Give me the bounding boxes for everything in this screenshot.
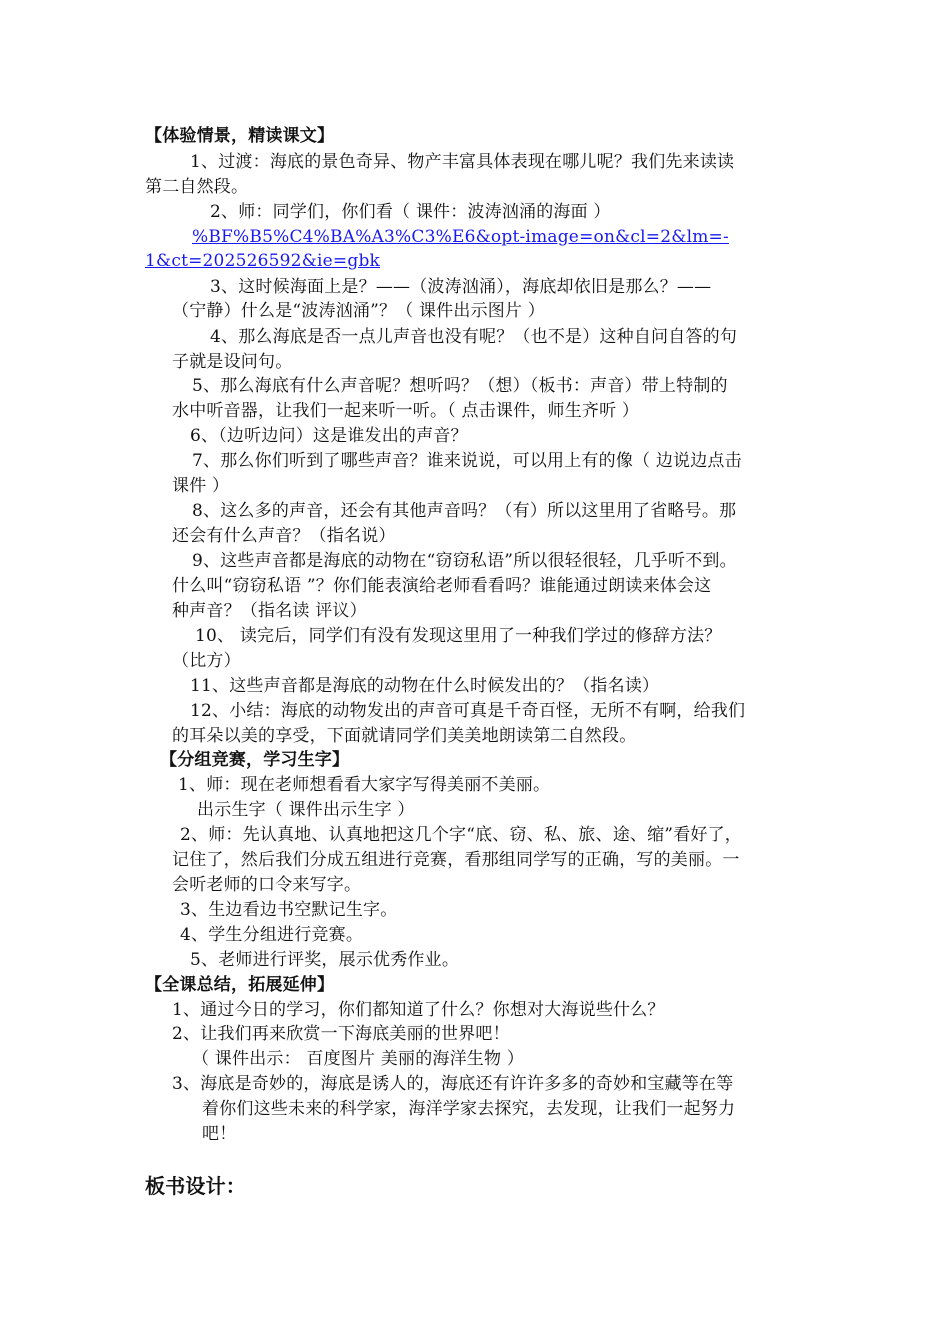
- paragraph-line: （比方）: [172, 651, 241, 671]
- paragraph-line: 课件 ）: [172, 476, 230, 496]
- paragraph-line: 10、 读完后，同学们有没有发现这里用了一种我们学过的修辞方法？: [195, 626, 722, 646]
- paragraph-line: 什么叫“窃窃私语 ”？你们能表演给老师看看吗？谁能通过朗读来体会这: [172, 576, 712, 596]
- paragraph-line: 12、小结：海底的动物发出的声音可真是千奇百怪，无所不有啊，给我们: [190, 701, 746, 721]
- paragraph-line: 4、那么海底是否一点儿声音也没有呢？（也不是）这种自问自答的句: [210, 327, 738, 347]
- paragraph-line: 会听老师的口令来写字。: [172, 875, 362, 895]
- paragraph-line: 7、那么你们听到了哪些声音？谁来说说，可以用上有的像（ 边说边点击: [192, 451, 742, 471]
- paragraph-line: 1、通过今日的学习，你们都知道了什么？你想对大海说些什么？: [172, 1000, 665, 1020]
- paragraph-line: 6、（边听边问）这是谁发出的声音？: [190, 426, 468, 446]
- paragraph-line: 还会有什么声音？（指名说）: [172, 526, 396, 546]
- url-link[interactable]: %BF%B5%C4%BA%A3%C3%E6&opt-image=on&cl=2&lm=-: [192, 227, 729, 247]
- paragraph-line: 种声音？（指名读 评议）: [172, 601, 367, 621]
- paragraph-line: 11、这些声音都是海底的动物在什么时候发出的？（指名读）: [190, 676, 660, 696]
- paragraph-line: 水中听音器，让我们一起来听一听。（ 点击课件，师生齐听 ）: [172, 401, 640, 421]
- paragraph-line: 子就是设问句。: [172, 352, 293, 372]
- paragraph-line: 2、师：先认真地、认真地把这几个字“底、窃、私、旅、途、缩”看好了，: [180, 825, 742, 845]
- paragraph-line: 5、那么海底有什么声音呢？想听吗？（想）（板书：声音）带上特制的: [192, 376, 728, 396]
- paragraph-line: 3、海底是奇妙的，海底是诱人的，海底还有许许多多的奇妙和宝藏等在等: [172, 1074, 734, 1094]
- section-heading-experience: 【体验情景，精读课文】: [145, 126, 335, 146]
- paragraph-line: 吧！: [202, 1124, 237, 1144]
- paragraph-line: 3、这时候海面上是？——（波涛汹涌），海底却依旧是那么？——: [210, 277, 712, 297]
- section-heading-summary: 【全课总结，拓展延伸】: [145, 975, 335, 995]
- paragraph-line: （宁静）什么是“波涛汹涌”？（ 课件出示图片 ）: [172, 301, 545, 321]
- paragraph-line: （ 课件出示： 百度图片 美丽的海洋生物 ）: [192, 1049, 525, 1069]
- paragraph-line: 第二自然段。: [145, 177, 249, 197]
- paragraph-line: 2、让我们再来欣赏一下海底美丽的世界吧！: [172, 1024, 510, 1044]
- paragraph-line: 5、老师进行评奖，展示优秀作业。: [190, 950, 460, 970]
- paragraph-line: 记住了，然后我们分成五组进行竞赛，看那组同学写的正确，写的美丽。一: [172, 850, 740, 870]
- paragraph-line: 1、过渡：海底的景色奇异、物产丰富具体表现在哪儿呢？我们先来读读: [190, 152, 735, 172]
- paragraph-line: 着你们这些未来的科学家，海洋学家去探究，去发现，让我们一起努力: [202, 1099, 736, 1119]
- paragraph-line: 3、生边看边书空默记生字。: [180, 900, 398, 920]
- section-heading-competition: 【分组竞赛，学习生字】: [160, 750, 350, 770]
- paragraph-line: 2、师：同学们，你们看（ 课件：波涛汹涌的海面 ）: [210, 202, 611, 222]
- paragraph-line: 出示生字（ 课件出示生字 ）: [197, 800, 415, 820]
- paragraph-line: 8、这么多的声音，还会有其他声音吗？（有）所以这里用了省略号。那: [192, 501, 737, 521]
- url-link[interactable]: 1&ct=202526592&ie=gbk: [145, 251, 381, 271]
- board-design-heading: 板书设计：: [145, 1174, 246, 1198]
- paragraph-line: 的耳朵以美的享受，下面就请同学们美美地朗读第二自然段。: [172, 726, 637, 746]
- paragraph-line: 9、这些声音都是海底的动物在“窃窃私语”所以很轻很轻，几乎听不到。: [192, 551, 737, 571]
- paragraph-line: 4、学生分组进行竞赛。: [180, 925, 364, 945]
- paragraph-line: 1、师：现在老师想看看大家字写得美丽不美丽。: [178, 775, 551, 795]
